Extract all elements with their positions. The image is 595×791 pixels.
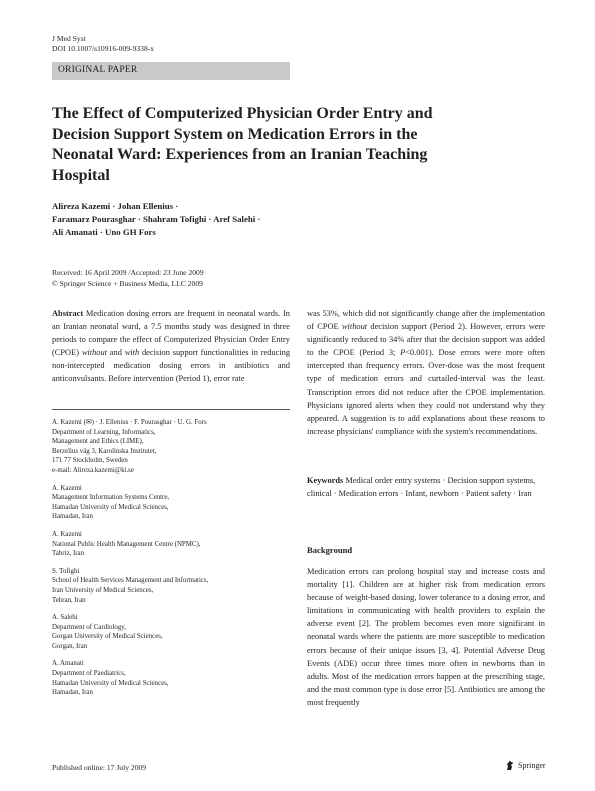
- affiliation-block: [52, 530, 290, 559]
- affiliation-line: 171 77 Stockholm, Sweden: [52, 457, 128, 465]
- abstract-label: Abstract: [52, 309, 84, 318]
- affiliation-line: Iran University of Medical Sciences,: [52, 586, 154, 594]
- affiliation-line: Hamadan, Iran: [52, 513, 93, 521]
- affiliation-block: [52, 659, 290, 697]
- affiliation-line: Department of Paediatrics,: [52, 670, 126, 678]
- affiliation-line: A. Amanati: [52, 660, 84, 668]
- affiliation-line: Berzelius väg 3, Karolinska Institutet,: [52, 447, 157, 455]
- keywords-block: [307, 474, 545, 500]
- affiliation-line: A. Kazemi (✉) · J. Ellenius · F. Pourasghar · U. G. Fors: [52, 419, 207, 426]
- affiliation-line: School of Health Services Management and Informatics,: [52, 577, 209, 585]
- affiliation-block: [52, 567, 290, 605]
- affiliation-line: National Public Health Management Centre (NPMC),: [52, 540, 201, 548]
- affiliation-line: Tabriz, Iran: [52, 550, 85, 558]
- publisher-name: Springer: [518, 761, 546, 770]
- background-text: Medication errors can prolong hospital stay and increase costs and mortality [1]. Children are at higher risk from medication errors because of weight-based dosing, lower tolerance to a dosing error, and limitations in communicating with health providers to explain the adverse event [2]. The problem becomes even more significant in neonatal wards where the patients are more susceptible to medication errors because of their unique issues [3, 4]. Potential Adverse Drug Events (ADE) occur three times more often in newborns than in adults. Most of the medication errors happen at the prescribing stage, and the most common type is dose error [5]. Antibiotics are among the most frequently: [307, 567, 545, 707]
- abstract-right: [307, 307, 545, 438]
- doi: DOI 10.1007/s10916-009-9338-x: [52, 44, 155, 53]
- affiliation-line: Hamadan University of Medical Sciences,: [52, 503, 169, 511]
- abstract-emphasis: with: [124, 348, 140, 358]
- affiliation-line: Tehran, Iran: [52, 596, 86, 604]
- article-type-label: ORIGINAL PAPER: [58, 65, 138, 75]
- abstract-text: decision support (Period 2). However, errors were significantly reduced to 34% after that the decision support was added to the CPOE (Period 3;: [307, 322, 546, 358]
- abstract-text: was 53%, which did not significantly change after the implementation of CPOE: [307, 309, 545, 332]
- abstract-text: <0.001). Dose errors were more often intercepted than frequency errors. Over-dose was the most frequent type of medication errors and curtailed-interval was the least. Transcription errors did not reduce after the CPOE implementation. Physicians ignored alerts when they could not understand why they appeared. A suggestion is to add explanations about these reasons to increase physicians' compliance with the system's recommendations.: [307, 348, 545, 436]
- affiliation-line: A. Kazemi: [52, 530, 82, 538]
- affiliation-line: A. Kazemi: [52, 484, 82, 492]
- affiliation-block: [52, 418, 290, 476]
- affiliation-line: e-mail: Alireza.kazemi@ki.se: [52, 466, 134, 474]
- published-date: Published online: 17 July 2009: [52, 763, 147, 772]
- abstract-emphasis: without: [341, 322, 368, 332]
- affiliations: [52, 418, 290, 698]
- affiliation-line: Hamadan University of Medical Sciences,: [52, 679, 169, 687]
- author-line: Ali Amanati · Uno GH Fors: [52, 227, 156, 237]
- affiliation-line: A. Salehi: [52, 614, 78, 622]
- affiliation-line: Management Information Systems Centre,: [52, 494, 170, 502]
- publisher-logo: [505, 760, 546, 771]
- footnote-divider: [52, 409, 290, 410]
- affiliation-block: [52, 613, 290, 651]
- author-line: Alireza Kazemi · Johan Ellenius ·: [52, 201, 179, 211]
- affiliation-line: Gorgan, Iran: [52, 642, 88, 650]
- article-type-banner: [52, 62, 290, 80]
- author-line: Faramarz Pourasghar · Shahram Tofighi · Aref Salehi ·: [52, 214, 261, 224]
- author-list: [52, 200, 352, 239]
- affiliation-line: Hamadan, Iran: [52, 689, 93, 697]
- abstract-text: and: [109, 348, 122, 358]
- received-date: Received: 16 April 2009 /Accepted: 23 June 2009: [52, 268, 204, 277]
- copyright-notice: © Springer Science + Business Media, LLC 2009: [52, 278, 203, 288]
- paper-title: The Effect of Computerized Physician Order Entry and Decision Support System on Medication Errors in the Neonatal Ward: Experiences from an Iranian Teaching Hospital: [52, 105, 433, 184]
- abstract-text: Medication dosing errors are frequent in neonatal wards. In an Iranian neonatal ward, a 7.5 months study was designed in three periods to compare the effect of Computerized Physician Order Entry (CPOE): [52, 309, 290, 358]
- publication-dates: [52, 268, 204, 289]
- abstract-emphasis: without: [81, 348, 107, 358]
- abstract-text: decision support functionalities in reducing non-intercepted medication dosing errors in antibiotics and anticonvulsants. Before intervention (Period 1), error rate: [52, 348, 291, 384]
- keywords-text: Medical order entry systems · Decision support systems, clinical · Medication errors · Infant, newborn · Patient safety · Iran: [307, 476, 536, 499]
- affiliation-block: [52, 484, 290, 522]
- keywords-label: Keywords: [307, 476, 344, 485]
- abstract-left: [52, 307, 290, 386]
- affiliation-line: Department of Learning, Informatics,: [52, 428, 156, 436]
- section-heading: Background: [307, 545, 353, 555]
- abstract-emphasis: P: [400, 348, 406, 358]
- affiliation-line: Department of Cardiology,: [52, 623, 126, 631]
- journal-name: J Med Syst: [52, 34, 86, 43]
- affiliation-line: Management and Ethics (LIME),: [52, 438, 144, 446]
- affiliation-line: Gorgan University of Medical Sciences,: [52, 633, 163, 641]
- springer-horse-icon: [505, 760, 515, 771]
- affiliation-line: S. Tofighi: [52, 567, 80, 575]
